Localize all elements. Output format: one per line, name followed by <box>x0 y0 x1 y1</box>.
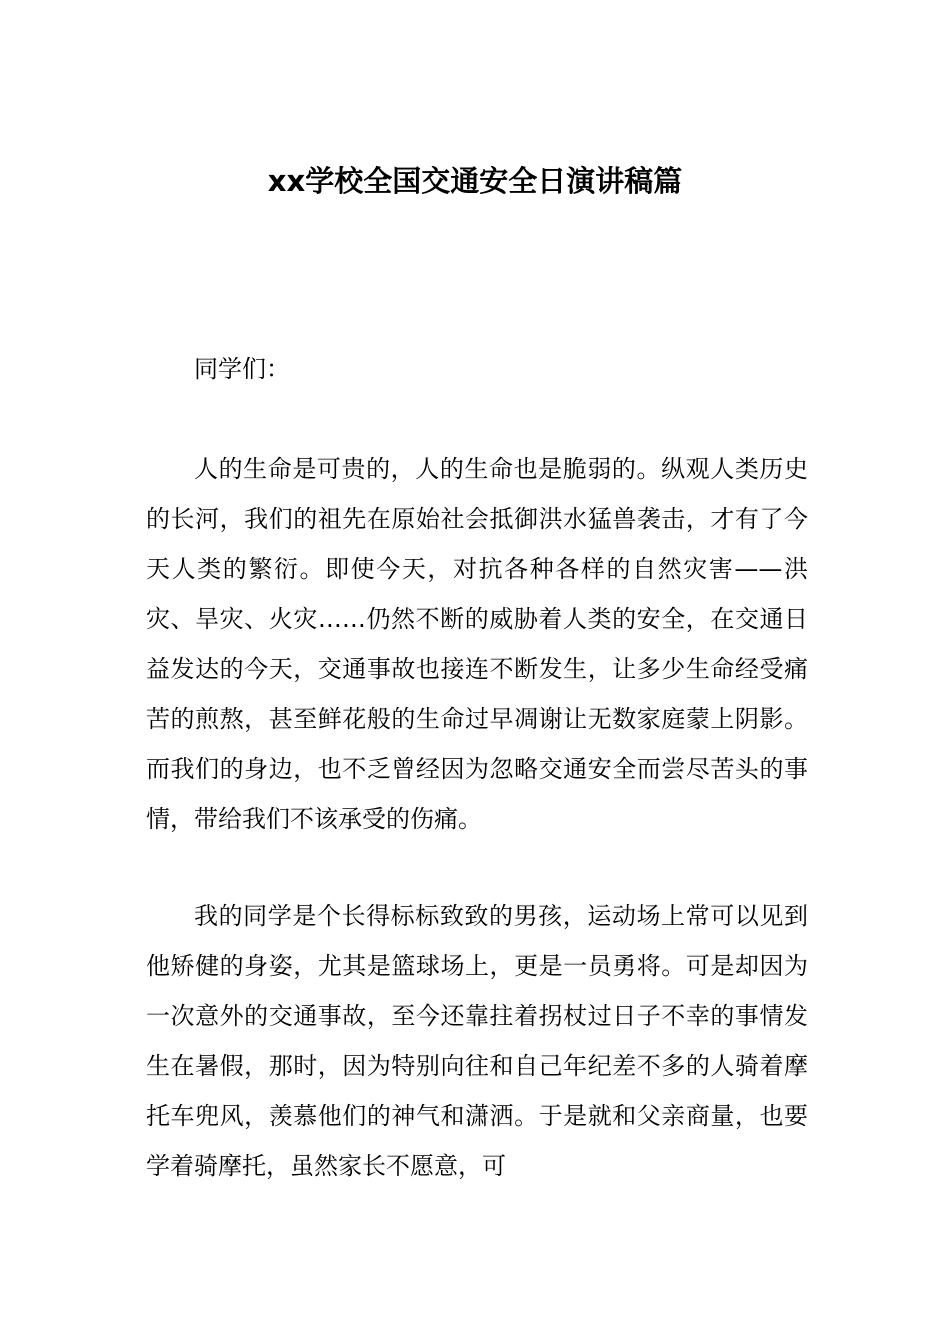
salutation: 同学们： <box>194 355 290 383</box>
paragraph-1: 人的生命是可贵的，人的生命也是脆弱的。纵观人类历史的长河，我们的祖先在原始社会抵御洪水猛兽袭击，才有了今天人类的繁衍。即使今天，对抗各种各样的自然灾害——洪灾、旱灾、火灾……仍然不断的威胁着人类的安全，在交通日益发达的今天，交通事故也接连不断发生，让多少生命经受痛苦的煎熬，甚至鲜花般的生命过早凋谢让无数家庭蒙上阴影。而我们的身边，也不乏曾经因为忽略交通安全而尝尽苦头的事情，带给我们不该承受的伤痛。 <box>146 455 808 833</box>
document-title: xx学校全国交通安全日演讲稿篇 <box>267 164 683 198</box>
paragraph-2: 我的同学是个长得标标致致的男孩，运动场上常可以见到他矫健的身姿，尤其是篮球场上，更是一员勇将。可是却因为一次意外的交通事故，至今还靠拄着拐杖过日子不幸的事情发生在暑假，那时，因为特别向往和自己年纪差不多的人骑着摩托车兜风，羡慕他们的神气和潇洒。于是就和父亲商量，也要学着骑摩托，虽然家长不愿意，可 <box>146 902 808 1180</box>
